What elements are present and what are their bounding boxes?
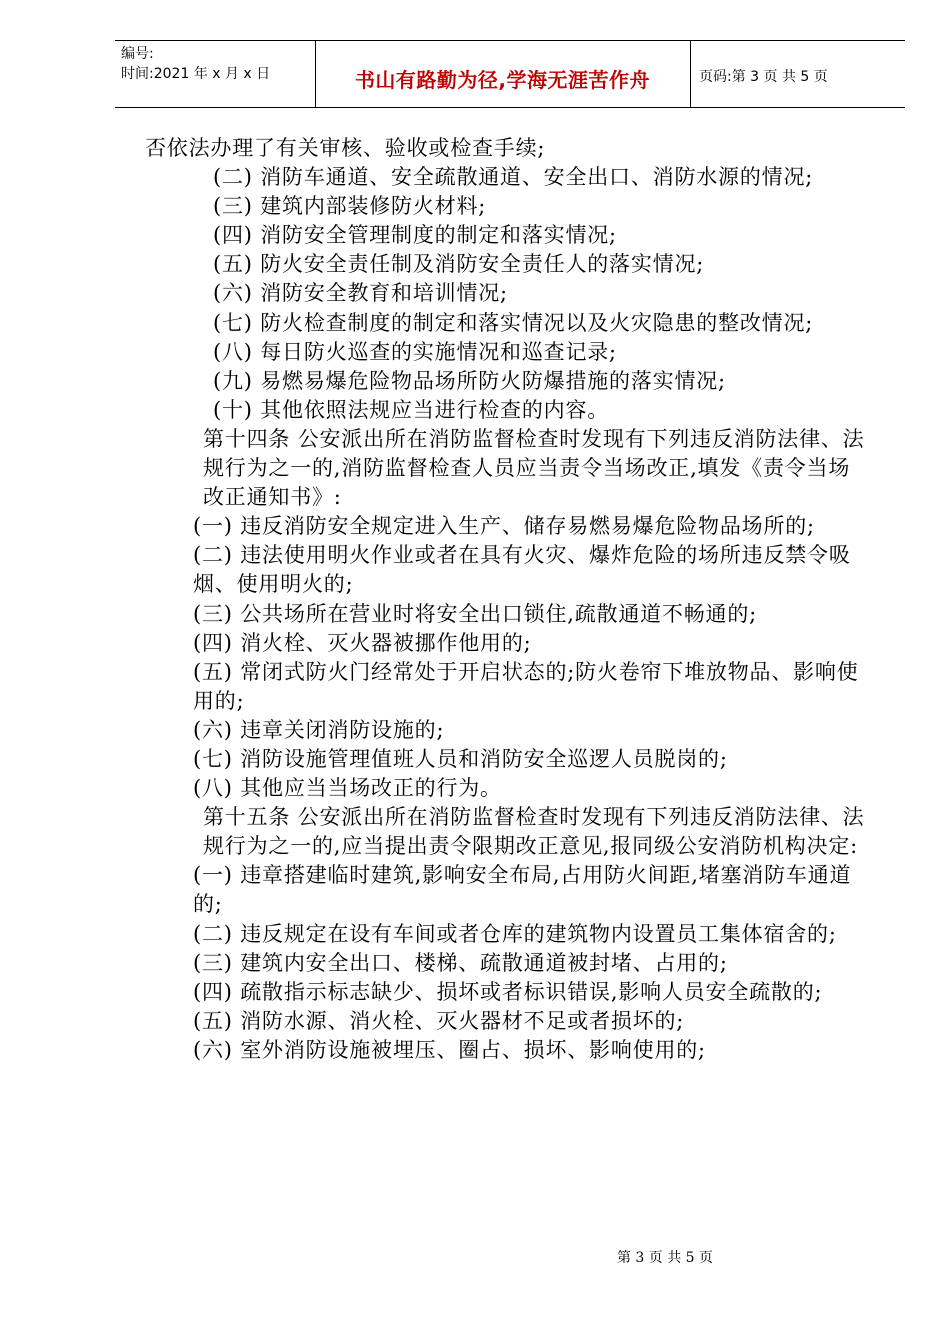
list-item: (三) 建筑内部装修防火材料; [213, 194, 487, 219]
header-meta-cell [115, 41, 316, 107]
body-line: 否依法办理了有关审核、验收或检查手续; [145, 136, 546, 160]
article-15: 第十五条 公安派出所在消防监督检查时发现有下列违反消防法律、法规行为之一的,应当提出责令限期改正意见,报同级公安消防机构决定: [203, 805, 865, 859]
list-item: (九) 易燃易爆危险物品场所防火防爆措施的落实情况; [213, 368, 726, 393]
list-item: (三) 建筑内安全出口、楼梯、疏散通道被封堵、占用的; [193, 950, 728, 975]
document-body [145, 134, 867, 1065]
list-item: (二) 违反规定在设有车间或者仓库的建筑物内设置员工集体宿舍的; [193, 921, 837, 946]
header-motto-cell [315, 41, 691, 107]
list-item: (十) 其他依照法规应当进行检查的内容。 [213, 397, 610, 422]
list-item: (七) 防火检查制度的制定和落实情况以及火灾隐患的整改情况; [213, 310, 814, 335]
list-item: (四) 消火栓、灭火器被挪作他用的; [193, 630, 532, 655]
document-number-label: 编号: [121, 46, 154, 62]
list-item: (一) 违章搭建临时建筑,影响安全布局,占用防火间距,堵塞消防车通道的; [193, 863, 852, 917]
document-time-label: 时间:2021 年 x 月 x 日 [121, 66, 271, 82]
list-item: (四) 消防安全管理制度的制定和落实情况; [213, 223, 617, 248]
list-item: (二) 消防车通道、安全疏散通道、安全出口、消防水源的情况; [213, 165, 814, 190]
list-item: (一) 违反消防安全规定进入生产、储存易燃易爆危险物品场所的; [193, 514, 815, 539]
page-footer: 第 3 页 共 5 页 [616, 1250, 714, 1266]
list-item: (四) 疏散指示标志缺少、损坏或者标识错误,影响人员安全疏散的; [193, 979, 823, 1004]
list-item: (五) 消防水源、消火栓、灭火器材不足或者损坏的; [193, 1008, 685, 1033]
header-motto: 书山有路勤为径,学海无涯苦作舟 [354, 68, 651, 92]
list-item: (六) 消防安全教育和培训情况; [213, 281, 508, 306]
header-page-cell [691, 41, 905, 107]
article-14: 第十四条 公安派出所在消防监督检查时发现有下列违反消防法律、法规行为之一的,消防监督检查人员应当责令当场改正,填发《责令当场改正通知书》: [203, 426, 865, 510]
page-header [115, 40, 905, 108]
header-page-info: 页码:第 3 页 共 5 页 [699, 69, 828, 85]
list-item: (八) 每日防火巡查的实施情况和巡查记录; [213, 339, 617, 364]
list-item: (七) 消防设施管理值班人员和消防安全巡逻人员脱岗的; [193, 746, 728, 771]
list-item: (六) 违章关闭消防设施的; [193, 717, 445, 742]
list-item: (六) 室外消防设施被埋压、圈占、损坏、影响使用的; [193, 1037, 706, 1062]
list-item: (三) 公共场所在营业时将安全出口锁住,疏散通道不畅通的; [193, 601, 758, 626]
list-item: (二) 违法使用明火作业或者在具有火灾、爆炸危险的场所违反禁令吸烟、使用明火的; [193, 543, 851, 597]
list-item: (五) 常闭式防火门经常处于开启状态的;防火卷帘下堆放物品、影响使用的; [193, 659, 859, 713]
list-item: (五) 防火安全责任制及消防安全责任人的落实情况; [213, 252, 705, 277]
list-item: (八) 其他应当当场改正的行为。 [193, 776, 502, 801]
